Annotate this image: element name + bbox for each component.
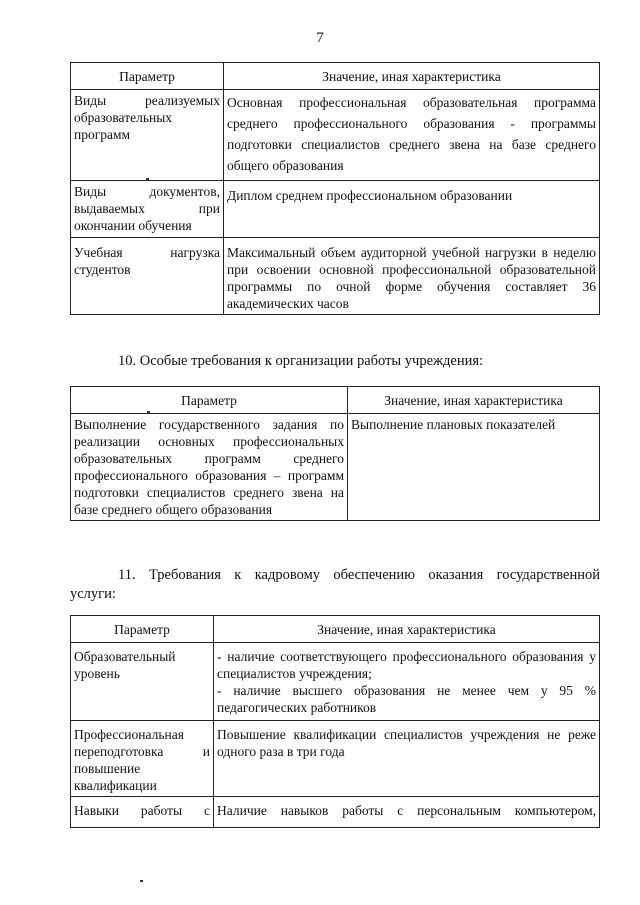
column-header-value: Значение, иная характеристика (348, 387, 600, 414)
table-education-programs (70, 62, 600, 315)
scan-speck (140, 880, 143, 882)
table-row (71, 90, 600, 181)
column-header-value: Значение, иная характеристика (224, 63, 600, 90)
value-cell: Основная профессиональная образовательная программа среднего профессионального образования - программы подготовки специалистов среднего звена на базе среднего общего образования (224, 90, 600, 181)
column-header-parameter: Параметр (71, 616, 214, 643)
section-11-heading (70, 566, 600, 604)
table-header-row (71, 616, 600, 643)
parameter-cell: Виды документов, выдаваемых при окончании обучения (71, 181, 224, 238)
value-cell: Повышение квалификации специалистов учреждения не реже одного раза в три года (214, 721, 600, 797)
value-cell (214, 643, 600, 721)
section-10-heading: 10. Особые требования к организации работы учреждения: (118, 353, 484, 369)
parameter-cell: Образовательный уровень (71, 643, 214, 721)
value-line: - наличие высшего образования не менее чем у 95 % педагогических работников (217, 683, 596, 715)
table-header-row (71, 63, 600, 90)
table-header-row (71, 387, 600, 414)
scan-speck (146, 178, 149, 180)
section-11-heading-line-1: 11. Требования к кадровому обеспечению оказания государственной (118, 567, 600, 583)
scan-speck (147, 411, 150, 413)
section-11-heading-line-2: услуги: (70, 586, 116, 602)
column-header-value: Значение, иная характеристика (214, 616, 600, 643)
table-row (71, 797, 600, 828)
parameter-cell: Виды реализуемых образовательных программ (71, 90, 224, 181)
parameter-cell: Выполнение государственного задания по реализации основных профессиональных образовательных программ среднего профессионального образования – программ подготовки специалистов среднего звена на базе среднего общего образования (71, 414, 348, 521)
value-cell: Максимальный объем аудиторной учебной нагрузки в неделю при освоении основной профессиональной образовательной программы по очной форме обучения составляет 36 академических часов (224, 238, 600, 315)
column-header-parameter: Параметр (71, 387, 348, 414)
value-cell: Наличие навыков работы с персональным компьютером, (214, 797, 600, 828)
value-cell: Выполнение плановых показателей (348, 414, 600, 521)
table-row (71, 721, 600, 797)
table-special-requirements (70, 386, 600, 521)
value-line: - наличие соответствующего профессионального образования у специалистов учреждения; (217, 649, 596, 681)
page-number: 7 (316, 30, 324, 46)
table-staffing-requirements (70, 615, 600, 828)
parameter-cell: Навыки работы с (71, 797, 214, 828)
table-row (71, 238, 600, 315)
value-cell: Диплом среднем профессиональном образовании (224, 181, 600, 238)
table-row (71, 643, 600, 721)
table-row (71, 181, 600, 238)
parameter-cell: Учебная нагрузка студентов (71, 238, 224, 315)
column-header-parameter: Параметр (71, 63, 224, 90)
parameter-cell: Профессиональная переподготовка и повышение квалификации (71, 721, 214, 797)
table-row (71, 414, 600, 521)
